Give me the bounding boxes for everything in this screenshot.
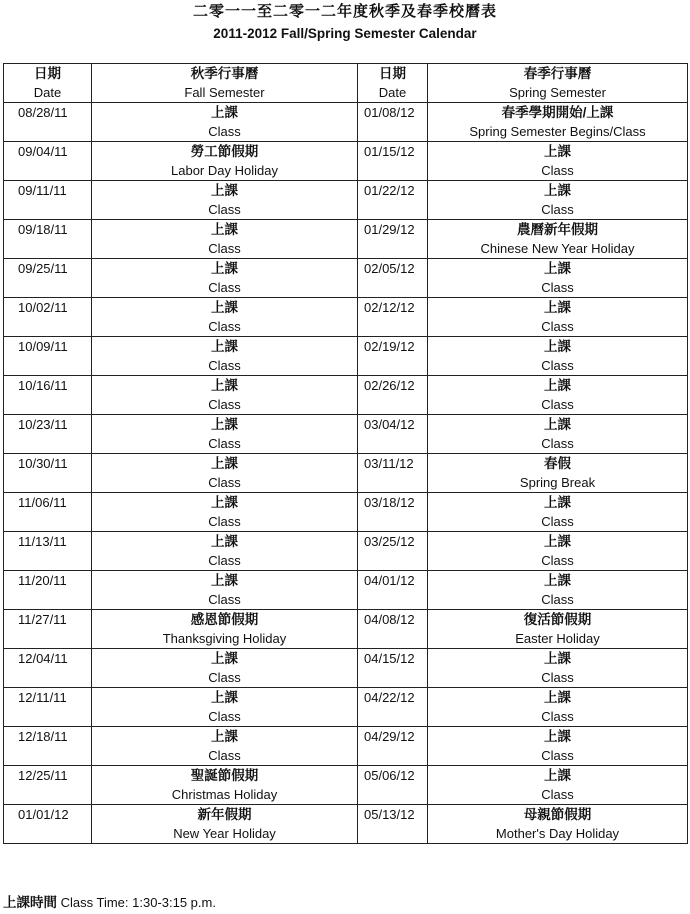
fall-date: 12/18/11 — [18, 729, 68, 744]
fall-event-cell — [92, 610, 358, 649]
spring-date: 03/04/12 — [364, 417, 415, 432]
spring-event-zh: 上課 — [544, 573, 571, 588]
fall-event-zh: 上課 — [211, 690, 238, 705]
table-row — [4, 493, 688, 532]
fall-event-en: Class — [208, 358, 241, 373]
fall-event-en: Class — [208, 475, 241, 490]
fall-date-cell — [4, 298, 92, 337]
table-row — [4, 571, 688, 610]
fall-event-en: Class — [208, 436, 241, 451]
spring-date: 04/15/12 — [364, 651, 415, 666]
spring-event-en: Class — [541, 280, 574, 295]
fall-event-cell — [92, 805, 358, 844]
fall-date: 11/20/11 — [18, 573, 67, 588]
spring-date: 04/01/12 — [364, 573, 415, 588]
spring-date-cell — [358, 688, 428, 727]
table-row — [4, 259, 688, 298]
calendar-body — [4, 103, 688, 844]
spring-event-en: Easter Holiday — [515, 631, 600, 646]
spring-event-cell — [428, 688, 688, 727]
spring-event-zh: 上課 — [544, 417, 571, 432]
fall-event-cell — [92, 727, 358, 766]
fall-date-cell — [4, 493, 92, 532]
fall-event-zh: 上課 — [211, 300, 238, 315]
spring-event-en: Class — [541, 319, 574, 334]
spring-event-zh: 農曆新年假期 — [517, 222, 598, 237]
spring-event-en: Class — [541, 397, 574, 412]
spring-event-cell — [428, 727, 688, 766]
spring-date: 02/26/12 — [364, 378, 415, 393]
spring-event-cell — [428, 415, 688, 454]
spring-event-en: Spring Break — [519, 475, 596, 490]
spring-event-cell — [428, 766, 688, 805]
table-row — [4, 181, 688, 220]
fall-date: 09/25/11 — [18, 261, 68, 276]
fall-event-zh: 上課 — [211, 378, 238, 393]
table-row — [4, 688, 688, 727]
fall-event-zh: 上課 — [211, 534, 238, 549]
spring-event-cell — [428, 571, 688, 610]
fall-date-cell — [4, 337, 92, 376]
fall-event-cell — [92, 103, 358, 142]
fall-event-zh: 上課 — [211, 495, 238, 510]
table-row — [4, 649, 688, 688]
fall-date-cell — [4, 688, 92, 727]
fall-event-en: Class — [208, 241, 241, 256]
spring-event-cell — [428, 532, 688, 571]
fall-event-en: Class — [208, 280, 241, 295]
header-spring-date — [358, 64, 428, 103]
fall-event-en: Thanksgiving Holiday — [162, 631, 287, 646]
header-spring-en: Spring Semester — [509, 85, 606, 100]
spring-event-cell — [428, 181, 688, 220]
spring-date-cell — [358, 103, 428, 142]
spring-event-en: Chinese New Year Holiday — [480, 241, 635, 256]
spring-date-cell — [358, 454, 428, 493]
class-time-label-zh: 上課時間 — [3, 895, 57, 910]
table-row — [4, 220, 688, 259]
spring-date-cell — [358, 415, 428, 454]
fall-date: 09/18/11 — [18, 222, 68, 237]
fall-event-zh: 上課 — [211, 417, 238, 432]
fall-event-zh: 上課 — [211, 573, 238, 588]
spring-date-cell — [358, 337, 428, 376]
spring-date: 01/22/12 — [364, 183, 415, 198]
class-time-note — [3, 893, 216, 912]
fall-event-cell — [92, 415, 358, 454]
table-row — [4, 532, 688, 571]
spring-event-zh: 上課 — [544, 690, 571, 705]
fall-event-zh: 感恩節假期 — [190, 612, 259, 627]
spring-event-en: Class — [541, 670, 574, 685]
fall-event-en: Class — [208, 709, 241, 724]
spring-date-cell — [358, 727, 428, 766]
fall-event-zh: 上課 — [211, 456, 238, 471]
spring-event-zh: 上課 — [544, 300, 571, 315]
spring-event-zh: 上課 — [544, 534, 571, 549]
spring-date-cell — [358, 493, 428, 532]
fall-date: 11/13/11 — [18, 534, 67, 549]
spring-date: 01/29/12 — [364, 222, 415, 237]
spring-event-cell — [428, 220, 688, 259]
fall-event-en: Labor Day Holiday — [171, 163, 278, 178]
spring-date: 04/22/12 — [364, 690, 415, 705]
spring-date: 02/05/12 — [364, 261, 415, 276]
fall-event-zh: 上課 — [211, 651, 238, 666]
spring-event-cell — [428, 454, 688, 493]
spring-date: 03/11/12 — [364, 456, 414, 471]
header-fall-en: Fall Semester — [184, 85, 265, 100]
fall-date: 10/30/11 — [18, 456, 68, 471]
fall-date: 01/01/12 — [18, 807, 69, 822]
fall-date: 10/02/11 — [18, 300, 68, 315]
header-fall-semester — [92, 64, 358, 103]
fall-event-zh: 勞工節假期 — [190, 144, 259, 159]
header-fall-date-en: Date — [33, 85, 62, 100]
spring-date-cell — [358, 610, 428, 649]
spring-event-en: Class — [541, 514, 574, 529]
fall-event-cell — [92, 220, 358, 259]
fall-event-cell — [92, 298, 358, 337]
spring-event-zh: 上課 — [544, 495, 571, 510]
fall-date-cell — [4, 805, 92, 844]
fall-date-cell — [4, 142, 92, 181]
table-row — [4, 766, 688, 805]
fall-event-en: Class — [208, 202, 241, 217]
spring-event-en: Class — [541, 436, 574, 451]
spring-date-cell — [358, 142, 428, 181]
spring-event-cell — [428, 103, 688, 142]
table-row — [4, 376, 688, 415]
fall-event-cell — [92, 142, 358, 181]
fall-date: 11/06/11 — [18, 495, 67, 510]
fall-event-zh: 聖誕節假期 — [190, 768, 259, 783]
spring-date-cell — [358, 259, 428, 298]
spring-event-cell — [428, 298, 688, 337]
fall-event-zh: 上課 — [211, 261, 238, 276]
table-row — [4, 142, 688, 181]
spring-event-en: Class — [541, 709, 574, 724]
spring-event-en: Class — [541, 748, 574, 763]
fall-date-cell — [4, 766, 92, 805]
fall-event-zh: 上課 — [211, 183, 238, 198]
fall-event-en: Class — [208, 553, 241, 568]
spring-date: 03/18/12 — [364, 495, 415, 510]
header-row — [4, 64, 688, 103]
spring-event-cell — [428, 610, 688, 649]
fall-event-en: Class — [208, 397, 241, 412]
spring-event-zh: 上課 — [544, 144, 571, 159]
header-spring-date-en: Date — [378, 85, 407, 100]
spring-event-en: Spring Semester Begins/Class — [469, 124, 646, 139]
fall-date: 09/04/11 — [18, 144, 68, 159]
fall-event-zh: 上課 — [211, 105, 238, 120]
fall-event-cell — [92, 532, 358, 571]
fall-event-en: Class — [208, 670, 241, 685]
spring-event-zh: 復活節假期 — [523, 612, 592, 627]
fall-date-cell — [4, 454, 92, 493]
fall-date: 08/28/11 — [18, 105, 68, 120]
fall-date-cell — [4, 376, 92, 415]
fall-event-en: Class — [208, 514, 241, 529]
spring-event-zh: 上課 — [544, 651, 571, 666]
fall-event-cell — [92, 376, 358, 415]
table-row — [4, 454, 688, 493]
spring-event-en: Class — [541, 163, 574, 178]
spring-event-zh: 母親節假期 — [523, 807, 592, 822]
spring-event-en: Class — [541, 787, 574, 802]
title-chinese: 二零一一至二零一二年度秋季及春季校曆表 — [192, 3, 497, 20]
spring-event-cell — [428, 493, 688, 532]
spring-date-cell — [358, 376, 428, 415]
spring-event-en: Class — [541, 553, 574, 568]
spring-event-en: Class — [541, 358, 574, 373]
spring-event-cell — [428, 649, 688, 688]
table-row — [4, 805, 688, 844]
fall-event-cell — [92, 688, 358, 727]
spring-date: 04/08/12 — [364, 612, 415, 627]
table-row — [4, 337, 688, 376]
table-row — [4, 103, 688, 142]
header-fall-date-zh: 日期 — [34, 66, 61, 81]
header-fall-date — [4, 64, 92, 103]
fall-date-cell — [4, 727, 92, 766]
fall-event-cell — [92, 337, 358, 376]
spring-event-cell — [428, 259, 688, 298]
title-english: 2011-2012 Fall/Spring Semester Calendar — [213, 26, 477, 41]
spring-event-cell — [428, 376, 688, 415]
spring-event-zh: 春假 — [544, 456, 571, 471]
fall-event-cell — [92, 181, 358, 220]
spring-date-cell — [358, 571, 428, 610]
header-spring-semester — [428, 64, 688, 103]
fall-date-cell — [4, 610, 92, 649]
header-spring-zh: 春季行事曆 — [523, 66, 592, 81]
fall-event-en: Class — [208, 124, 241, 139]
spring-date-cell — [358, 649, 428, 688]
spring-event-en: Class — [541, 202, 574, 217]
fall-event-en: New Year Holiday — [173, 826, 276, 841]
fall-date: 12/04/11 — [18, 651, 68, 666]
spring-date-cell — [358, 532, 428, 571]
fall-date-cell — [4, 103, 92, 142]
fall-event-zh: 上課 — [211, 729, 238, 744]
spring-date: 01/15/12 — [364, 144, 415, 159]
fall-event-zh: 新年假期 — [197, 807, 252, 822]
fall-event-cell — [92, 259, 358, 298]
spring-event-zh: 上課 — [544, 261, 571, 276]
spring-event-cell — [428, 805, 688, 844]
spring-date-cell — [358, 298, 428, 337]
spring-date: 04/29/12 — [364, 729, 415, 744]
spring-event-en: Mother's Day Holiday — [495, 826, 620, 841]
fall-date: 09/11/11 — [18, 183, 67, 198]
spring-event-en: Class — [541, 592, 574, 607]
class-time-label-en: Class Time: 1:30-3:15 p.m. — [60, 895, 216, 910]
spring-date: 02/19/12 — [364, 339, 415, 354]
spring-date: 03/25/12 — [364, 534, 415, 549]
spring-event-cell — [428, 142, 688, 181]
fall-event-cell — [92, 493, 358, 532]
fall-event-cell — [92, 766, 358, 805]
fall-event-zh: 上課 — [211, 339, 238, 354]
fall-date: 10/16/11 — [18, 378, 68, 393]
fall-event-cell — [92, 571, 358, 610]
fall-date-cell — [4, 571, 92, 610]
fall-date-cell — [4, 181, 92, 220]
calendar-table — [3, 63, 688, 844]
spring-date: 05/06/12 — [364, 768, 415, 783]
table-row — [4, 727, 688, 766]
spring-event-zh: 春季學期開始/上課 — [501, 105, 614, 120]
header-spring-date-zh: 日期 — [379, 66, 406, 81]
fall-date-cell — [4, 649, 92, 688]
fall-date-cell — [4, 532, 92, 571]
spring-event-zh: 上課 — [544, 768, 571, 783]
spring-date: 02/12/12 — [364, 300, 415, 315]
fall-date-cell — [4, 259, 92, 298]
fall-date: 11/27/11 — [18, 612, 67, 627]
table-row — [4, 610, 688, 649]
fall-event-en: Class — [208, 319, 241, 334]
spring-event-zh: 上課 — [544, 183, 571, 198]
table-row — [4, 415, 688, 454]
fall-date-cell — [4, 220, 92, 259]
spring-date-cell — [358, 805, 428, 844]
spring-event-zh: 上課 — [544, 729, 571, 744]
fall-date: 12/25/11 — [18, 768, 68, 783]
spring-event-zh: 上課 — [544, 378, 571, 393]
fall-date: 10/23/11 — [18, 417, 68, 432]
spring-date-cell — [358, 181, 428, 220]
spring-date-cell — [358, 766, 428, 805]
fall-event-en: Class — [208, 592, 241, 607]
fall-event-en: Class — [208, 748, 241, 763]
header-fall-zh: 秋季行事曆 — [190, 66, 259, 81]
fall-event-cell — [92, 454, 358, 493]
spring-date-cell — [358, 220, 428, 259]
fall-date-cell — [4, 415, 92, 454]
spring-date: 01/08/12 — [364, 105, 415, 120]
table-row — [4, 298, 688, 337]
fall-date: 10/09/11 — [18, 339, 68, 354]
fall-event-cell — [92, 649, 358, 688]
spring-event-cell — [428, 337, 688, 376]
spring-event-zh: 上課 — [544, 339, 571, 354]
spring-date: 05/13/12 — [364, 807, 415, 822]
fall-date: 12/11/11 — [18, 690, 67, 705]
fall-event-en: Christmas Holiday — [171, 787, 278, 802]
fall-event-zh: 上課 — [211, 222, 238, 237]
